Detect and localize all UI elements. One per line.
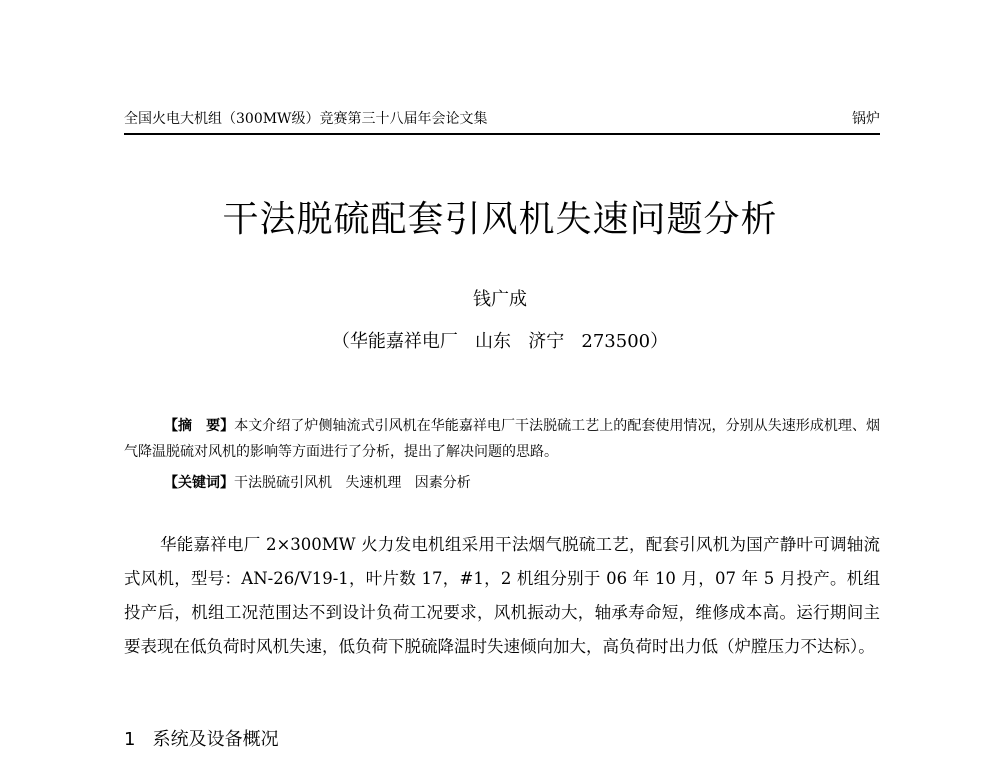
paper-title: 干法脱硫配套引风机失速问题分析 xyxy=(222,199,778,240)
running-header xyxy=(124,108,880,134)
section-tag: 锅炉 xyxy=(852,111,880,127)
proceedings-title: 全国火电大机组（300MW级）竞赛第三十八届年会论文集 xyxy=(124,111,488,127)
header-rule xyxy=(124,133,880,135)
body-paragraph: 华能嘉祥电厂 2×300MW 火力发电机组采用干法烟气脱硫工艺，配套引风机为国产静叶可调轴流式风机，型号：AN-26/V19-1，叶片数 17，#1，2 机组分别于 06 年 10 月，07 年 5 月投产。机组投产后，机组工况范围达不到设计负荷工况要求，风机振动大，轴承寿命短，维修成本高。运行期间主要表现在低负荷时风机失速，低负荷下脱硫降温时失速倾向加大，高负荷时出力低（炉膛压力不达标）。 xyxy=(124,535,880,656)
author-affiliation: （华能嘉祥电厂 山东 济宁 273500） xyxy=(331,331,669,352)
section-heading: 1 系统及设备概况 xyxy=(124,729,279,750)
abstract-label: 【摘 要】 xyxy=(164,418,235,434)
author-name: 钱广成 xyxy=(473,289,527,310)
keywords xyxy=(164,470,880,496)
keywords-text: 干法脱硫引风机 失速机理 因素分析 xyxy=(234,475,471,491)
keywords-label: 【关键词】 xyxy=(164,475,234,491)
abstract xyxy=(124,413,880,465)
abstract-text: 本文介绍了炉侧轴流式引风机在华能嘉祥电厂干法脱硫工艺上的配套使用情况，分别从失速形成机理、烟气降温脱硫对风机的影响等方面进行了分析，提出了解决问题的思路。 xyxy=(124,418,881,460)
